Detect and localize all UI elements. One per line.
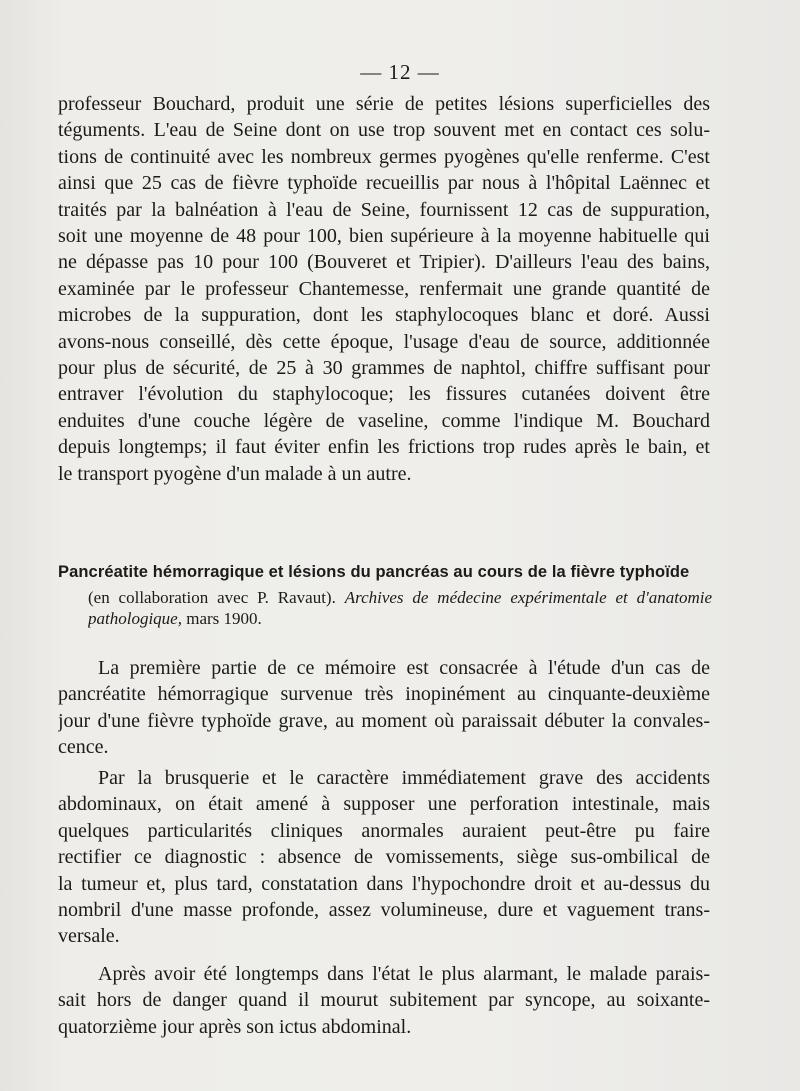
text-line: ainsi que 25 cas de fièvre typhoïde recueillis par nous à l'hôpital Laënnec et [58, 172, 710, 195]
text-line: tions de continuité avec les nombreux germes pyogènes qu'elle renferme. C'est [58, 145, 710, 168]
text-line: examinée par le professeur Chantemesse, renfermait une grande quantité de [58, 277, 710, 300]
text-line: versale. [58, 925, 120, 948]
text-line: sait hors de danger quand il mourut subitement par syncope, au soixante- [58, 989, 710, 1012]
text-line: le transport pyogène d'un malade à un autre. [58, 462, 412, 485]
text-line: La première partie de ce mémoire est consacrée à l'étude d'un cas de [98, 657, 710, 679]
bibliography-details [88, 587, 712, 629]
text-line: rectifier ce diagnostic : absence de vomissements, siège sus-ombilical de [58, 846, 710, 869]
text-line: Après avoir été longtemps dans l'état le plus alarmant, le malade parais- [98, 963, 710, 985]
text-line: professeur Bouchard, produit une série de petites lésions superficielles des [58, 93, 710, 115]
bibliography-heading: Pancréatite hémorragique et lésions du pancréas au cours de la fièvre typhoïde [58, 563, 690, 581]
body-paragraph-3 [58, 961, 710, 1040]
text-line: cence. [58, 736, 109, 759]
text-line: jour d'une fièvre typhoïde grave, au moment où paraissait débuter la convales- [58, 709, 710, 732]
bibliography-line-2 [88, 608, 712, 629]
bibliography-journal-cont: pathologique, [88, 609, 182, 628]
body-paragraph-1 [58, 655, 710, 761]
text-line: abdominaux, on était amené à supposer une perforation intestinale, mais [58, 793, 710, 816]
bibliography-date: mars 1900. [186, 609, 262, 628]
text-line: quelques particularités cliniques anormales auraient peut-être pu faire [58, 819, 710, 842]
text-line: entraver l'évolution du staphylocoque; les fissures cutanées doivent être [58, 383, 710, 406]
text-line: avons-nous conseillé, dès cette époque, l'usage d'eau de source, additionnée [58, 330, 710, 353]
text-line: la tumeur et, plus tard, constatation dans l'hypochondre droit et au-dessus du [58, 872, 710, 895]
text-line: soit une moyenne de 48 pour 100, bien supérieure à la moyenne habituelle qui [58, 225, 710, 248]
page-number: — 12 — [360, 60, 440, 84]
bibliography-collab: (en collaboration avec P. Ravaut). [88, 588, 336, 607]
text-line: Par la brusquerie et le caractère immédiatement grave des accidents [98, 767, 710, 789]
text-line: pancréatite hémorragique survenue très inopinément au cinquante-deuxième [58, 683, 710, 706]
bibliography-line-1 [88, 587, 712, 608]
text-line: enduites d'une couche légère de vaseline, comme l'indique M. Bouchard [58, 409, 710, 432]
intro-paragraph [58, 91, 710, 487]
text-line: depuis longtemps; il faut éviter enfin les frictions trop rudes après le bain, et [58, 436, 710, 459]
text-line: quatorzième jour après son ictus abdominal. [58, 1015, 412, 1038]
text-line: téguments. L'eau de Seine dont on use trop souvent met en contact ces solu- [58, 119, 710, 142]
body-paragraph-2 [58, 765, 710, 950]
text-line: ne dépasse pas 10 pour 100 (Bouveret et Tripier). D'ailleurs l'eau des bains, [58, 251, 710, 274]
text-line: microbes de la suppuration, dont les staphylocoques blanc et doré. Aussi [58, 304, 710, 327]
text-line: pour plus de sécurité, de 25 à 30 grammes de naphtol, chiffre suffisant pour [58, 357, 710, 380]
bibliography-journal: Archives de médecine expérimentale et d'anatomie [344, 588, 712, 607]
text-line: nombril d'une masse profonde, assez volumineuse, dure et vaguement trans- [58, 899, 710, 922]
text-line: traités par la balnéation à l'eau de Seine, fournissent 12 cas de suppuration, [58, 198, 710, 221]
